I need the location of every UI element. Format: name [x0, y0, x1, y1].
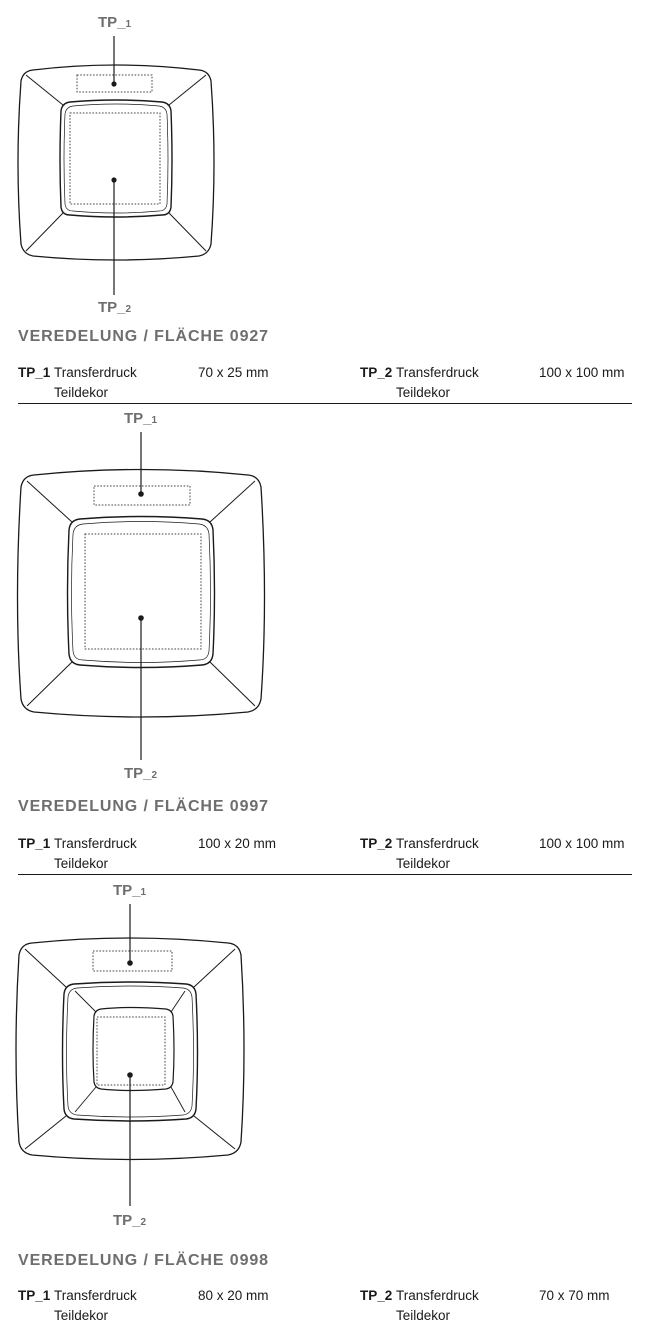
spec-decor: Teildekor: [54, 856, 109, 871]
tp1-print-area: [93, 951, 172, 971]
spec-tp-code: TP_2: [360, 1288, 393, 1303]
plate-corner-line: [194, 949, 235, 987]
spec-tp-code: TP_1: [18, 365, 51, 380]
spec-method: Transferdruck: [396, 1288, 479, 1303]
plate-corner-line: [25, 949, 66, 987]
well-corner-line: [171, 991, 185, 1012]
tp2-callout-label: TP_2: [113, 1212, 147, 1229]
plate-drawing-0998: [0, 876, 260, 1236]
plate-drawing-0927: [0, 0, 240, 320]
spec-size: 100 x 20 mm: [198, 836, 277, 851]
plate-corner-line: [210, 481, 255, 522]
plate-corner-line: [27, 481, 72, 522]
plate-well-center: [93, 1008, 174, 1091]
tp2-callout-label: TP_2: [124, 765, 158, 782]
plate-corner-line: [169, 75, 206, 105]
plate-corner-line: [25, 1116, 66, 1149]
spec-method: Transferdruck: [396, 365, 479, 380]
spec-size: 70 x 25 mm: [198, 365, 269, 380]
well-corner-line: [75, 991, 96, 1012]
spec-row: [18, 363, 632, 404]
section-heading: VEREDELUNG / FLÄCHE 0997: [18, 798, 269, 815]
spec-row: [18, 1286, 632, 1326]
plate-corner-line: [194, 1116, 235, 1149]
spec-decor: Teildekor: [396, 856, 451, 871]
spec-tp-code: TP_1: [18, 836, 51, 851]
tp2-marker-dot: [127, 1072, 133, 1078]
tp1-marker-dot: [127, 960, 133, 966]
well-corner-line: [171, 1087, 185, 1112]
spec-method: Transferdruck: [54, 1288, 137, 1303]
spec-method: Transferdruck: [54, 836, 137, 851]
spec-tp-code: TP_2: [360, 836, 393, 851]
spec-tp-code: TP_1: [18, 1288, 51, 1303]
plate-corner-line: [210, 662, 255, 706]
well-corner-line: [75, 1087, 96, 1112]
plate-corner-line: [26, 213, 63, 251]
tp2-marker-dot: [138, 615, 144, 621]
tp2-print-area: [70, 113, 160, 204]
spec-size: 100 x 100 mm: [539, 836, 625, 851]
tp1-marker-dot: [138, 491, 144, 497]
spec-decor: Teildekor: [396, 1308, 451, 1323]
spec-size: 70 x 70 mm: [539, 1288, 610, 1303]
spec-decor: Teildekor: [396, 385, 451, 400]
spec-size: 80 x 20 mm: [198, 1288, 269, 1303]
spec-method: Transferdruck: [54, 365, 137, 380]
plate-outline: [18, 65, 214, 260]
plate-corner-line: [27, 662, 72, 706]
spec-decor: Teildekor: [54, 1308, 109, 1323]
tp2-marker-dot: [111, 177, 116, 182]
tp1-marker-dot: [111, 81, 116, 86]
spec-decor: Teildekor: [54, 385, 109, 400]
plate-well-inner: [64, 104, 168, 213]
tp1-callout-label: TP_1: [124, 410, 158, 427]
plate-well: [60, 100, 172, 217]
section-heading: VEREDELUNG / FLÄCHE 0927: [18, 328, 269, 345]
tp2-callout-label: TP_2: [98, 299, 132, 316]
plate-drawing-0997: [0, 400, 280, 790]
tp2-print-area: [85, 534, 201, 649]
tp1-callout-label: TP_1: [98, 14, 132, 31]
section-heading: VEREDELUNG / FLÄCHE 0998: [18, 1252, 269, 1269]
tp1-callout-label: TP_1: [113, 882, 147, 899]
plate-corner-line: [169, 213, 206, 251]
spec-method: Transferdruck: [396, 836, 479, 851]
spec-row: [18, 834, 632, 875]
spec-size: 100 x 100 mm: [539, 365, 625, 380]
spec-tp-code: TP_2: [360, 365, 393, 380]
plate-corner-line: [26, 75, 63, 105]
